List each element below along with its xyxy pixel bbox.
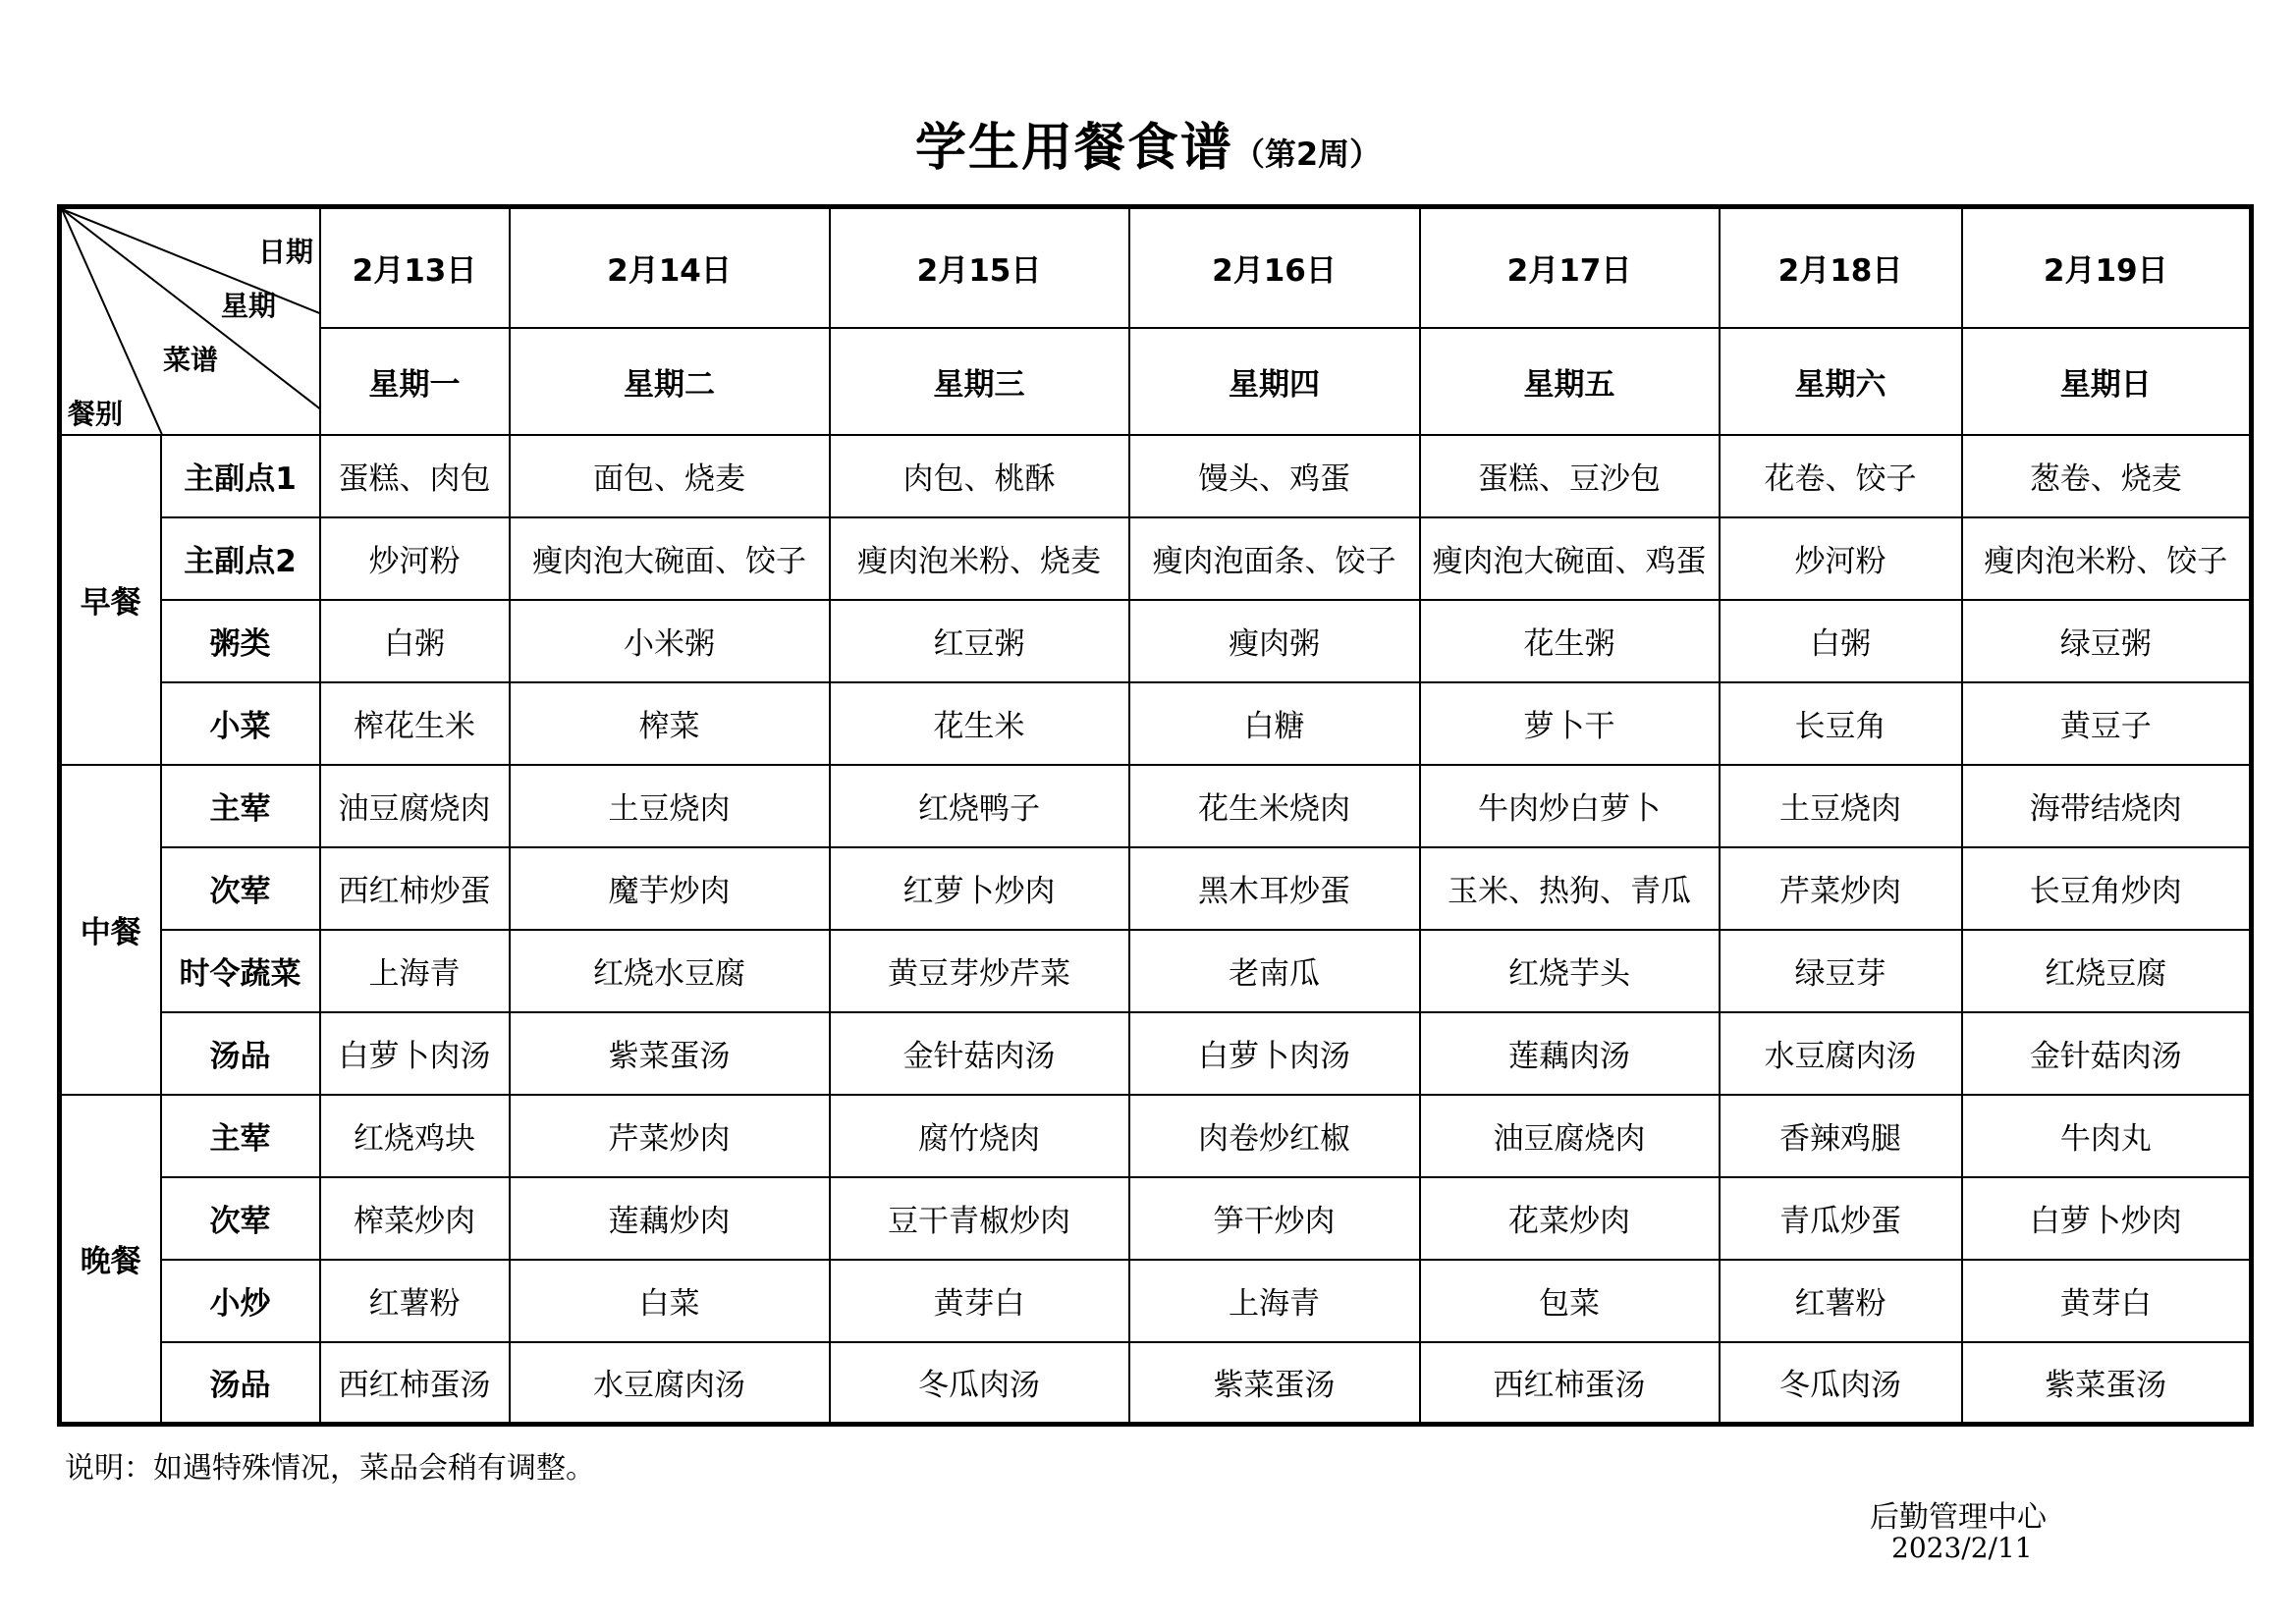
dish-cell: 芹菜炒肉 xyxy=(1720,847,1962,930)
dish-cell: 西红柿蛋汤 xyxy=(320,1342,510,1425)
footer-date: 2023/2/11 xyxy=(1891,1532,2033,1564)
dish-cell: 红烧水豆腐 xyxy=(510,930,830,1012)
dish-cell: 西红柿炒蛋 xyxy=(320,847,510,930)
dish-cell: 上海青 xyxy=(1129,1260,1420,1342)
title-week: （第2周） xyxy=(1232,135,1382,173)
dish-cell: 水豆腐肉汤 xyxy=(1720,1012,1962,1095)
dish-cell: 腐竹烧肉 xyxy=(830,1095,1129,1177)
footer-department: 后勤管理中心 xyxy=(1870,1500,2047,1535)
dish-cell: 榨菜 xyxy=(510,682,830,765)
dish-cell: 炒河粉 xyxy=(1720,517,1962,600)
dish-cell: 笋干炒肉 xyxy=(1129,1177,1420,1260)
dish-cell: 红烧鸡块 xyxy=(320,1095,510,1177)
weekday-row xyxy=(60,328,2252,435)
note-text: 说明：如遇特殊情况，菜品会稍有调整。 xyxy=(65,1451,595,1486)
dish-cell: 绿豆芽 xyxy=(1720,930,1962,1012)
dish-cell: 红薯粉 xyxy=(1720,1260,1962,1342)
date-header: 2月18日 xyxy=(1720,207,1962,328)
dish-cell: 金针菇肉汤 xyxy=(1962,1012,2252,1095)
weekday-header: 星期五 xyxy=(1420,328,1720,435)
dish-cell: 紫菜蛋汤 xyxy=(1129,1342,1420,1425)
category-label: 小菜 xyxy=(161,682,320,765)
weekday-header: 星期四 xyxy=(1129,328,1420,435)
category-label: 粥类 xyxy=(161,600,320,682)
dish-cell: 油豆腐烧肉 xyxy=(1420,1095,1720,1177)
dish-cell: 土豆烧肉 xyxy=(1720,765,1962,847)
dish-cell: 花卷、饺子 xyxy=(1720,435,1962,517)
dish-cell: 白萝卜炒肉 xyxy=(1962,1177,2252,1260)
dish-cell: 萝卜干 xyxy=(1420,682,1720,765)
corner-header xyxy=(60,207,320,435)
date-header: 2月15日 xyxy=(830,207,1129,328)
weekday-header: 星期日 xyxy=(1962,328,2252,435)
dish-cell: 蛋糕、肉包 xyxy=(320,435,510,517)
menu-table-body xyxy=(60,207,2252,1425)
dish-cell: 白糖 xyxy=(1129,682,1420,765)
dish-cell: 花生米 xyxy=(830,682,1129,765)
date-header: 2月14日 xyxy=(510,207,830,328)
dish-cell: 红萝卜炒肉 xyxy=(830,847,1129,930)
dish-cell: 榨花生米 xyxy=(320,682,510,765)
dish-cell: 花菜炒肉 xyxy=(1420,1177,1720,1260)
dish-cell: 瘦肉泡大碗面、饺子 xyxy=(510,517,830,600)
corner-week-label: 星期 xyxy=(221,290,277,322)
date-header: 2月16日 xyxy=(1129,207,1420,328)
dish-cell: 葱卷、烧麦 xyxy=(1962,435,2252,517)
menu-row xyxy=(60,435,2252,517)
dish-cell: 冬瓜肉汤 xyxy=(830,1342,1129,1425)
dish-cell: 牛肉丸 xyxy=(1962,1095,2252,1177)
dish-cell: 水豆腐肉汤 xyxy=(510,1342,830,1425)
menu-row xyxy=(60,517,2252,600)
menu-row xyxy=(60,1260,2252,1342)
meal-label: 早餐 xyxy=(60,435,161,765)
dish-cell: 冬瓜肉汤 xyxy=(1720,1342,1962,1425)
menu-row xyxy=(60,930,2252,1012)
dish-cell: 馒头、鸡蛋 xyxy=(1129,435,1420,517)
dish-cell: 上海青 xyxy=(320,930,510,1012)
meal-label: 中餐 xyxy=(60,765,161,1095)
dish-cell: 牛肉炒白萝卜 xyxy=(1420,765,1720,847)
dish-cell: 芹菜炒肉 xyxy=(510,1095,830,1177)
dish-cell: 长豆角炒肉 xyxy=(1962,847,2252,930)
dish-cell: 黄豆子 xyxy=(1962,682,2252,765)
dish-cell: 长豆角 xyxy=(1720,682,1962,765)
dish-cell: 白萝卜肉汤 xyxy=(320,1012,510,1095)
page-title xyxy=(0,106,2296,180)
dish-cell: 红烧鸭子 xyxy=(830,765,1129,847)
date-row xyxy=(60,207,2252,328)
dish-cell: 蛋糕、豆沙包 xyxy=(1420,435,1720,517)
menu-row xyxy=(60,1177,2252,1260)
category-label: 主副点2 xyxy=(161,517,320,600)
category-label: 主荤 xyxy=(161,1095,320,1177)
dish-cell: 瘦肉粥 xyxy=(1129,600,1420,682)
dish-cell: 白粥 xyxy=(1720,600,1962,682)
dish-cell: 西红柿蛋汤 xyxy=(1420,1342,1720,1425)
dish-cell: 豆干青椒炒肉 xyxy=(830,1177,1129,1260)
dish-cell: 魔芋炒肉 xyxy=(510,847,830,930)
dish-cell: 肉卷炒红椒 xyxy=(1129,1095,1420,1177)
dish-cell: 莲藕炒肉 xyxy=(510,1177,830,1260)
dish-cell: 黑木耳炒蛋 xyxy=(1129,847,1420,930)
dish-cell: 花生米烧肉 xyxy=(1129,765,1420,847)
corner-date-label: 日期 xyxy=(258,236,314,268)
dish-cell: 玉米、热狗、青瓜 xyxy=(1420,847,1720,930)
category-label: 汤品 xyxy=(161,1342,320,1425)
menu-row xyxy=(60,1095,2252,1177)
weekday-header: 星期一 xyxy=(320,328,510,435)
dish-cell: 黄芽白 xyxy=(1962,1260,2252,1342)
dish-cell: 白粥 xyxy=(320,600,510,682)
dish-cell: 海带结烧肉 xyxy=(1962,765,2252,847)
dish-cell: 红薯粉 xyxy=(320,1260,510,1342)
dish-cell: 莲藕肉汤 xyxy=(1420,1012,1720,1095)
date-header: 2月19日 xyxy=(1962,207,2252,328)
category-label: 次荤 xyxy=(161,1177,320,1260)
category-label: 汤品 xyxy=(161,1012,320,1095)
category-label: 次荤 xyxy=(161,847,320,930)
dish-cell: 黄芽白 xyxy=(830,1260,1129,1342)
menu-row xyxy=(60,847,2252,930)
date-header: 2月13日 xyxy=(320,207,510,328)
menu-row xyxy=(60,765,2252,847)
dish-cell: 榨菜炒肉 xyxy=(320,1177,510,1260)
dish-cell: 白萝卜肉汤 xyxy=(1129,1012,1420,1095)
dish-cell: 绿豆粥 xyxy=(1962,600,2252,682)
menu-table xyxy=(57,204,2254,1427)
dish-cell: 红烧芋头 xyxy=(1420,930,1720,1012)
corner-meal-label: 餐别 xyxy=(68,398,124,430)
dish-cell: 红烧豆腐 xyxy=(1962,930,2252,1012)
category-label: 时令蔬菜 xyxy=(161,930,320,1012)
menu-row xyxy=(60,682,2252,765)
category-label: 主副点1 xyxy=(161,435,320,517)
dish-cell: 紫菜蛋汤 xyxy=(510,1012,830,1095)
dish-cell: 面包、烧麦 xyxy=(510,435,830,517)
meal-label: 晚餐 xyxy=(60,1095,161,1425)
dish-cell: 香辣鸡腿 xyxy=(1720,1095,1962,1177)
dish-cell: 红豆粥 xyxy=(830,600,1129,682)
dish-cell: 包菜 xyxy=(1420,1260,1720,1342)
dish-cell: 黄豆芽炒芹菜 xyxy=(830,930,1129,1012)
dish-cell: 小米粥 xyxy=(510,600,830,682)
menu-row xyxy=(60,1342,2252,1425)
category-label: 主荤 xyxy=(161,765,320,847)
title-main: 学生用餐食谱 xyxy=(914,119,1233,178)
dish-cell: 土豆烧肉 xyxy=(510,765,830,847)
menu-row xyxy=(60,600,2252,682)
weekday-header: 星期三 xyxy=(830,328,1129,435)
menu-row xyxy=(60,1012,2252,1095)
weekday-header: 星期六 xyxy=(1720,328,1962,435)
dish-cell: 金针菇肉汤 xyxy=(830,1012,1129,1095)
category-label: 小炒 xyxy=(161,1260,320,1342)
dish-cell: 瘦肉泡面条、饺子 xyxy=(1129,517,1420,600)
dish-cell: 花生粥 xyxy=(1420,600,1720,682)
dish-cell: 老南瓜 xyxy=(1129,930,1420,1012)
dish-cell: 瘦肉泡米粉、饺子 xyxy=(1962,517,2252,600)
date-header: 2月17日 xyxy=(1420,207,1720,328)
dish-cell: 紫菜蛋汤 xyxy=(1962,1342,2252,1425)
dish-cell: 瘦肉泡米粉、烧麦 xyxy=(830,517,1129,600)
corner-menu-label: 菜谱 xyxy=(163,344,219,376)
dish-cell: 白菜 xyxy=(510,1260,830,1342)
dish-cell: 青瓜炒蛋 xyxy=(1720,1177,1962,1260)
dish-cell: 瘦肉泡大碗面、鸡蛋 xyxy=(1420,517,1720,600)
dish-cell: 油豆腐烧肉 xyxy=(320,765,510,847)
dish-cell: 肉包、桃酥 xyxy=(830,435,1129,517)
dish-cell: 炒河粉 xyxy=(320,517,510,600)
weekday-header: 星期二 xyxy=(510,328,830,435)
